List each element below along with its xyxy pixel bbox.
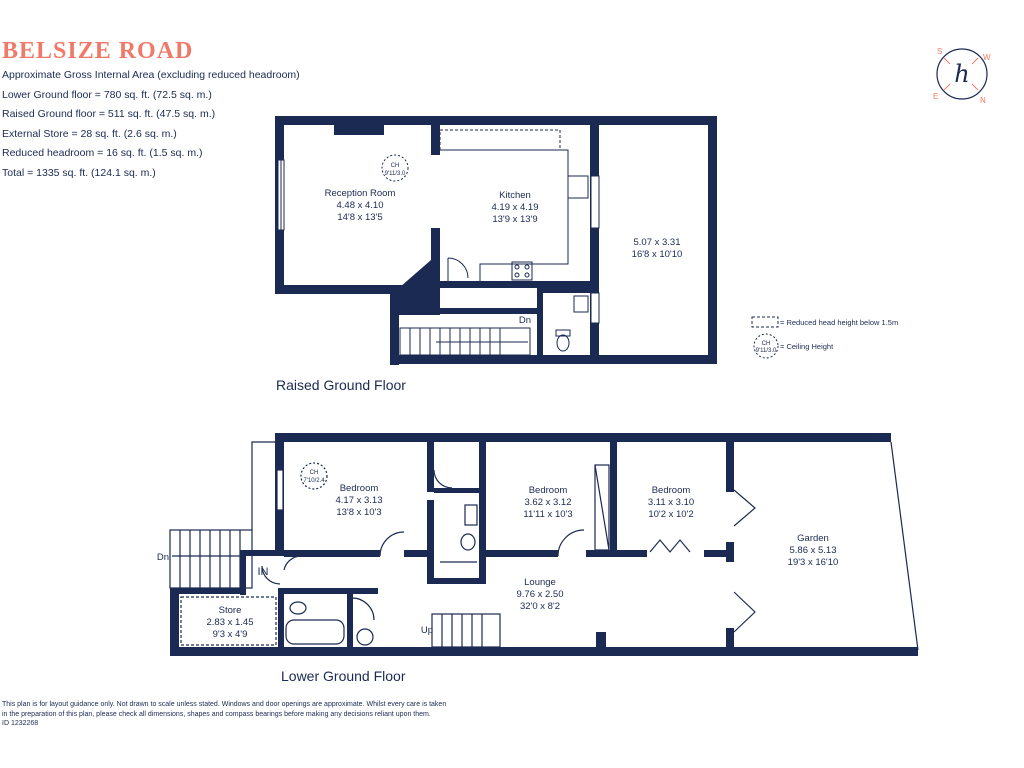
- bedroom1-imperial: 13'8 x 10'3: [336, 507, 382, 518]
- bedroom1-ch-label: CH: [309, 470, 319, 476]
- kitchen-name: Kitchen: [499, 190, 531, 201]
- bedroom3-imperial: 10'2 x 10'2: [648, 509, 694, 520]
- internal-stairs-up: Up: [420, 625, 434, 636]
- wall: [275, 116, 717, 125]
- hob-ring: [525, 273, 529, 277]
- wall: [434, 488, 479, 493]
- raised-stairs-dn: Dn: [518, 315, 532, 326]
- wall: [537, 288, 543, 355]
- compass-tick: [972, 58, 978, 64]
- legend-reduced-text: = Reduced head height below 1.5m: [780, 318, 899, 327]
- legend-reduced-swatch: [752, 317, 778, 327]
- kitchen-metric: 4.19 x 4.19: [491, 202, 539, 213]
- window: [591, 176, 599, 228]
- disclaimer: [2, 700, 446, 729]
- lower-floor-title: Lower Ground Floor: [281, 668, 406, 684]
- garden-metric: 5.86 x 5.13: [789, 545, 837, 556]
- door-swing: [558, 530, 584, 556]
- compass-tick: [972, 84, 978, 90]
- wall: [440, 281, 590, 288]
- compass-tick: [944, 58, 950, 64]
- area-heading: Approximate Gross Internal Area (excluding reduced headroom): [2, 69, 300, 81]
- store-metric: 2.83 x 1.45: [206, 617, 254, 628]
- compass-s: S: [937, 47, 943, 56]
- reception-room-name: Reception Room: [324, 188, 396, 199]
- window: [277, 470, 283, 510]
- wall: [479, 442, 486, 584]
- compass-n: N: [980, 96, 986, 105]
- terrace-imperial: 16'8 x 10'10: [631, 249, 683, 260]
- wall: [170, 647, 918, 656]
- lounge-imperial: 32'0 x 8'2: [519, 601, 561, 612]
- bedroom2-name: Bedroom: [528, 485, 568, 496]
- basin: [465, 505, 477, 525]
- lounge-name: Lounge: [524, 577, 556, 588]
- disclaimer-line-2: in the preparation of this plan, please check all dimensions, shapes and compass bearings before making any decisions reliant upon them.: [2, 710, 431, 718]
- hob-ring: [525, 265, 529, 269]
- wall: [440, 308, 537, 314]
- door-swing: [448, 258, 468, 278]
- area-external-store: External Store = 28 sq. ft. (2.6 sq. m.): [2, 127, 177, 140]
- garden-imperial: 19'3 x 16'10: [787, 557, 839, 568]
- wall: [431, 125, 440, 155]
- wall: [617, 550, 647, 557]
- kitchen-imperial: 13'9 x 13'9: [492, 214, 538, 225]
- door-swing: [434, 470, 452, 488]
- external-boundary: [252, 442, 278, 530]
- hob: [512, 262, 532, 280]
- wall: [427, 442, 434, 492]
- lounge-metric: 9.76 x 2.50: [516, 589, 564, 600]
- wall: [726, 628, 734, 656]
- entrance-label: IN: [257, 566, 269, 578]
- legend: [752, 317, 898, 358]
- toilet-bowl: [557, 335, 569, 351]
- compass-logo: [933, 47, 991, 105]
- bedroom3-name: Bedroom: [651, 485, 691, 496]
- wall: [275, 433, 891, 442]
- wall: [610, 442, 617, 557]
- plan-id: ID 1232268: [2, 720, 39, 727]
- door-swing: [284, 556, 300, 570]
- bathtub: [286, 620, 344, 644]
- wall: [708, 116, 717, 364]
- wall: [392, 285, 440, 315]
- legend-ch-label: CH: [761, 341, 771, 347]
- compass-e: E: [933, 92, 939, 101]
- pillar: [596, 632, 606, 647]
- compass-logo-letter: h: [954, 60, 970, 88]
- bedroom1-ch-value: 7'10/2.4: [303, 478, 325, 484]
- kitchen-sink: [568, 176, 588, 198]
- wall: [170, 588, 179, 656]
- toilet: [461, 534, 475, 550]
- wall: [240, 550, 284, 556]
- bedroom1-metric: 4.17 x 3.13: [335, 495, 383, 506]
- legend-ceiling-text: = Ceiling Height: [780, 342, 834, 351]
- wall: [278, 594, 284, 647]
- store-name: Store: [218, 605, 242, 616]
- disclaimer-line-1: This plan is for layout guidance only. Not drawn to scale unless stated. Windows and door openings are approximate. Whilst every care is taken: [2, 701, 447, 708]
- wall: [427, 578, 485, 584]
- reduced-headroom-area: [440, 130, 560, 150]
- bedroom1-name: Bedroom: [339, 483, 379, 494]
- reception-room-imperial: 14'8 x 13'5: [337, 212, 383, 223]
- legend-ch-value: 9'11/3.0: [755, 348, 777, 354]
- door-swing: [380, 532, 404, 556]
- store-imperial: 9'3 x 4'9: [212, 629, 248, 640]
- garden-door: [734, 490, 755, 526]
- ceiling-height-marker: [301, 463, 327, 489]
- area-total: Total = 1335 sq. ft. (124.1 sq. m.): [2, 166, 156, 179]
- external-stairs-dn: Dn: [156, 552, 170, 563]
- window: [591, 293, 599, 323]
- area-reduced-headroom: Reduced headroom = 16 sq. ft. (1.5 sq. m.): [2, 147, 203, 159]
- bifold-door: [650, 540, 690, 552]
- raised-floor-title: Raised Ground Floor: [276, 377, 406, 393]
- basin: [574, 296, 588, 312]
- bedroom2-metric: 3.62 x 3.12: [524, 497, 572, 508]
- wall: [278, 588, 378, 594]
- garden-name: Garden: [797, 533, 829, 544]
- reception-room-metric: 4.48 x 4.10: [336, 200, 384, 211]
- wall: [543, 288, 590, 293]
- wall: [275, 285, 392, 294]
- wall: [240, 555, 246, 595]
- door-swing: [352, 598, 374, 620]
- basin: [357, 629, 373, 645]
- bedroom3-metric: 3.11 x 3.10: [647, 497, 695, 508]
- reception-ch-value: 9'11/3.0: [384, 171, 406, 177]
- garden-boundary: [891, 442, 918, 650]
- wardrobe-line: [595, 465, 609, 550]
- garden-door: [734, 592, 755, 632]
- hob-ring: [515, 265, 519, 269]
- area-raised-ground: Raised Ground floor = 511 sq. ft. (47.5 sq. m.): [2, 108, 216, 120]
- wall: [486, 550, 558, 557]
- reception-ch-label: CH: [390, 163, 400, 169]
- terrace-metric: 5.07 x 3.31: [633, 237, 681, 248]
- wall: [586, 550, 612, 557]
- property-title: BELSIZE ROAD: [2, 38, 194, 64]
- compass-w: W: [983, 53, 991, 62]
- area-lower-ground: Lower Ground floor = 780 sq. ft. (72.5 sq. m.): [2, 88, 212, 101]
- wall: [726, 542, 734, 562]
- wall: [726, 442, 734, 492]
- fireplace: [334, 125, 384, 135]
- hob-ring: [515, 273, 519, 277]
- compass-tick: [944, 84, 950, 90]
- wall: [347, 594, 353, 647]
- wall: [390, 355, 717, 364]
- wall: [170, 588, 244, 594]
- bedroom2-imperial: 11'11 x 10'3: [523, 509, 573, 520]
- wall: [427, 500, 434, 583]
- toilet: [290, 602, 306, 614]
